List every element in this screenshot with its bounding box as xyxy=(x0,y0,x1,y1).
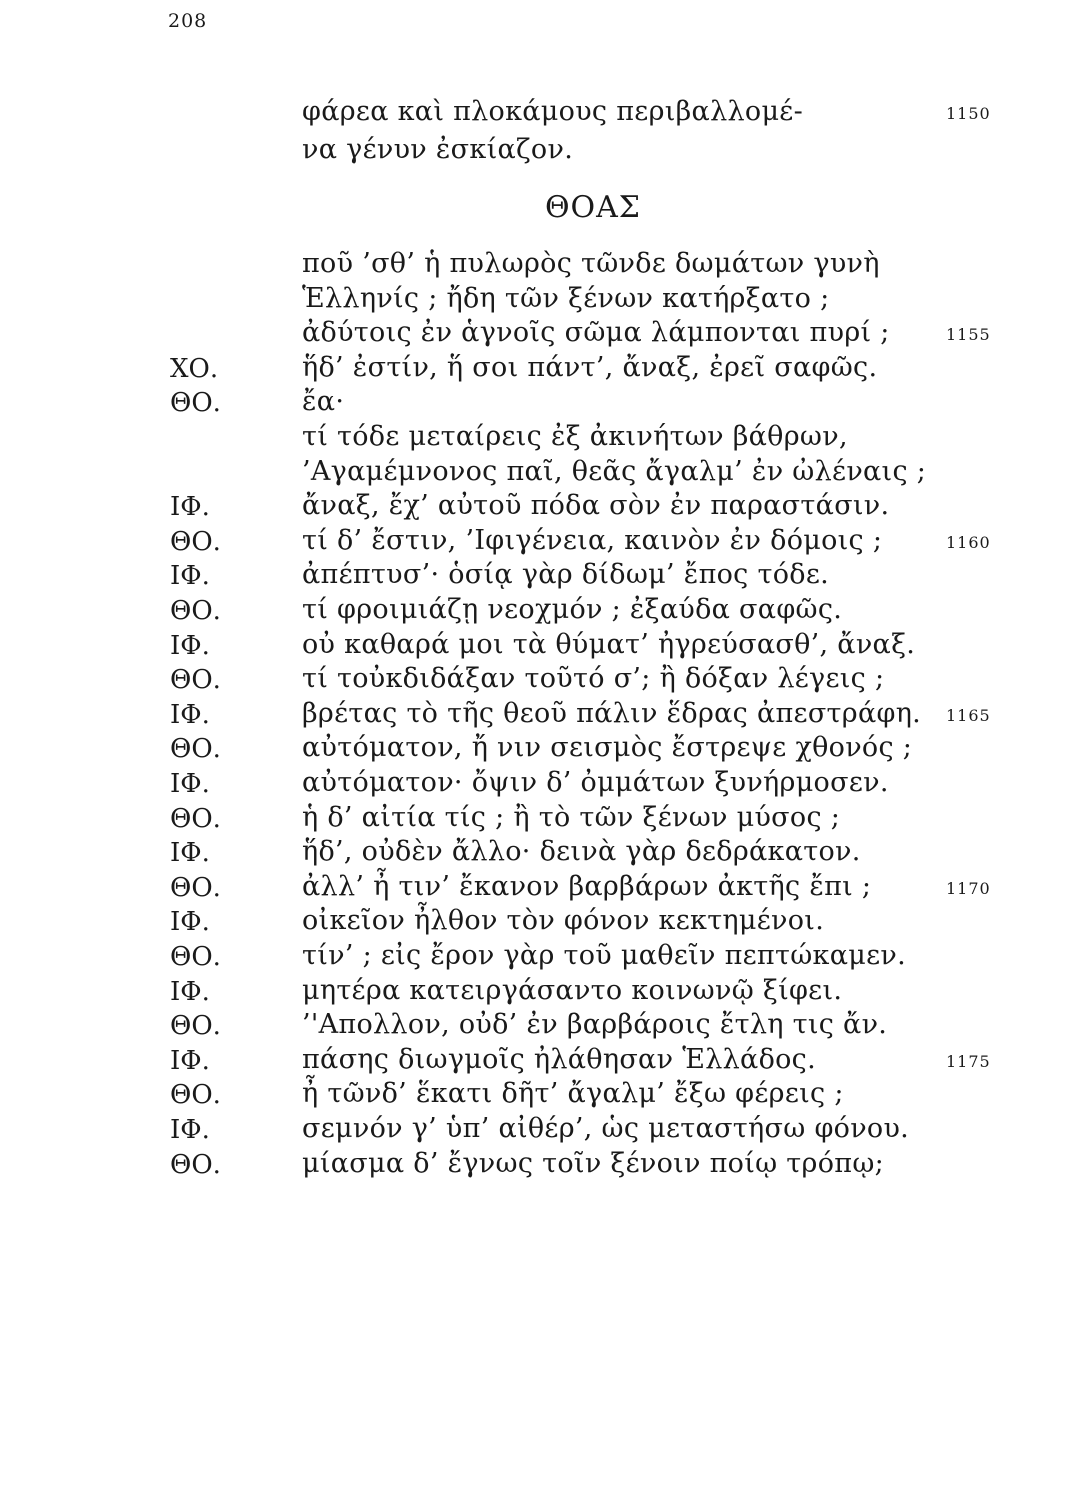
verse-text: τί φροιμιάζῃ νεοχμόν ; ἐξαύδα σαφῶς. xyxy=(302,594,843,625)
speaker-label: ΙΦ. xyxy=(170,907,210,938)
verse-text: ἦ τῶνδ’ ἕκατι δῆτ’ ἄγαλμ’ ἔξω φέρεις ; xyxy=(302,1078,844,1110)
speaker-label: ΙΦ. xyxy=(170,1115,210,1145)
verse-text: μητέρα κατειργάσαντο κοινωνῷ ξίφει. xyxy=(302,974,843,1006)
verse-text: σεμνόν γ’ ὑπ’ αἰθέρ’, ὡς μεταστήσω φόνου. xyxy=(302,1113,910,1144)
line-number: 1165 xyxy=(946,705,991,725)
line-number: 1175 xyxy=(946,1051,991,1071)
verse-text: οὐ καθαρά μοι τὰ θύματ’ ἠγρεύσασθ’, ἄναξ. xyxy=(302,628,916,660)
verse-line xyxy=(0,134,1086,174)
speaker-label: ΧΟ. xyxy=(170,353,219,384)
verse-text: οἰκεῖον ἦλθον τὸν φόνον κεκτημένοι. xyxy=(302,905,825,937)
verse-text: ’Αγαμέμνονος παῖ, θεᾶς ἄγαλμ’ ἐν ὠλέναις ; xyxy=(302,455,927,487)
verse-text: ἀδύτοις ἐν ἁγνοῖς σῶμα λάμπονται πυρί ; xyxy=(302,317,890,349)
speaker-label: ΙΦ. xyxy=(170,561,210,592)
speaker-label: ΘΟ. xyxy=(170,803,221,834)
speaker-label: ΙΦ. xyxy=(170,1045,210,1076)
verse-text: φάρεα καὶ πλοκάμους περιβαλλομέ- xyxy=(302,96,804,127)
verse-text: ἡ δ’ αἰτία τίς ; ἢ τὸ τῶν ξένων μύσος ; xyxy=(302,801,841,833)
speaker-label: ΘΟ. xyxy=(170,1011,221,1042)
speaker-label: ΙΦ. xyxy=(170,492,210,523)
line-number: 1170 xyxy=(946,878,991,898)
speaker-label: ΘΟ. xyxy=(170,665,221,696)
verse-text: τί τοὐκδιδάξαν τοῦτό σ’; ἢ δόξαν λέγεις ; xyxy=(302,663,885,695)
speaker-label: ΘΟ. xyxy=(170,526,221,557)
verse-text: τί δ’ ἔστιν, ’Ιφιγένεια, καινὸν ἐν δόμοις ; xyxy=(302,524,883,556)
verse-text: ’'Απολλον, οὐδ’ ἐν βαρβάροις ἔτλη τις ἄν. xyxy=(302,1009,888,1041)
speaker-label: ΘΟ. xyxy=(170,872,221,903)
verse-text: ἥδ’ ἐστίν, ἥ σοι πάντ’, ἄναξ, ἐρεῖ σαφῶς. xyxy=(302,351,878,383)
speaker-label: ΙΦ. xyxy=(170,976,210,1007)
verse-text: ἀλλ’ ἦ τιν’ ἔκανον βαρβάρων ἀκτῆς ἔπι ; xyxy=(302,870,872,902)
verse-text: τίν’ ; εἰς ἔρον γὰρ τοῦ μαθεῖν πεπτώκαμεν. xyxy=(302,940,906,971)
speaker-label: ΘΟ. xyxy=(170,388,221,419)
verse-text: τί τόδε μεταίρεις ἐξ ἀκινήτων βάθρων, xyxy=(302,421,848,452)
line-number: 1155 xyxy=(946,325,991,345)
speaker-label: ΘΟ. xyxy=(170,734,221,765)
verse-text: μίασμα δ’ ἔγνως τοῖν ξένοιν ποίῳ τρόπῳ; xyxy=(302,1147,885,1179)
speaker-label: ΙΦ. xyxy=(170,769,210,799)
verse-text: πάσης διωγμοῖς ἠλάθησαν Ἑλλάδος. xyxy=(302,1043,816,1075)
speaker-label: ΘΟ. xyxy=(170,1080,221,1111)
verse-text: αὐτόματον· ὄψιν δ’ ὀμμάτων ξυνήρμοσεν. xyxy=(302,767,889,798)
verse-line xyxy=(0,96,1086,136)
speaker-label: ΙΦ. xyxy=(170,699,210,730)
speaker-label: ΘΟ. xyxy=(170,1149,221,1180)
verse-text: ποῦ ’σθ’ ἡ πυλωρὸς τῶνδε δωμάτων γυνὴ xyxy=(302,248,880,279)
speaker-label: ΙΦ. xyxy=(170,630,210,661)
page-number: 208 xyxy=(168,10,208,32)
speaker-label: ΙΦ. xyxy=(170,838,210,869)
line-number: 1160 xyxy=(946,532,991,552)
verse-text: βρέτας τὸ τῆς θεοῦ πάλιν ἕδρας ἀπεστράφη. xyxy=(302,697,922,729)
verse-text: Ἑλληνίς ; ἤδη τῶν ξένων κατήρξατο ; xyxy=(302,282,830,314)
verse-text: ἥδ’, οὐδὲν ἄλλο· δεινὰ γὰρ δεδράκατον. xyxy=(302,836,861,868)
verse-text: ἀπέπτυσ’· ὁσίᾳ γὰρ δίδωμ’ ἔπος τόδε. xyxy=(302,559,829,591)
verse-text: αὐτόματον, ἤ νιν σεισμὸς ἔστρεψε χθονός ; xyxy=(302,732,913,764)
verse-text: να γένυν ἐσκίαζον. xyxy=(302,134,574,165)
verse-text: ἄναξ, ἔχ’ αὐτοῦ πόδα σὸν ἐν παραστάσιν. xyxy=(302,490,890,522)
speaker-label: ΘΟ. xyxy=(170,942,221,972)
speaker-heading: ΘΟΑΣ xyxy=(544,190,642,225)
line-number: 1150 xyxy=(946,104,991,123)
verse-text: ἔα· xyxy=(302,386,345,418)
speaker-label: ΘΟ. xyxy=(170,596,221,626)
verse-line xyxy=(0,1148,1086,1188)
